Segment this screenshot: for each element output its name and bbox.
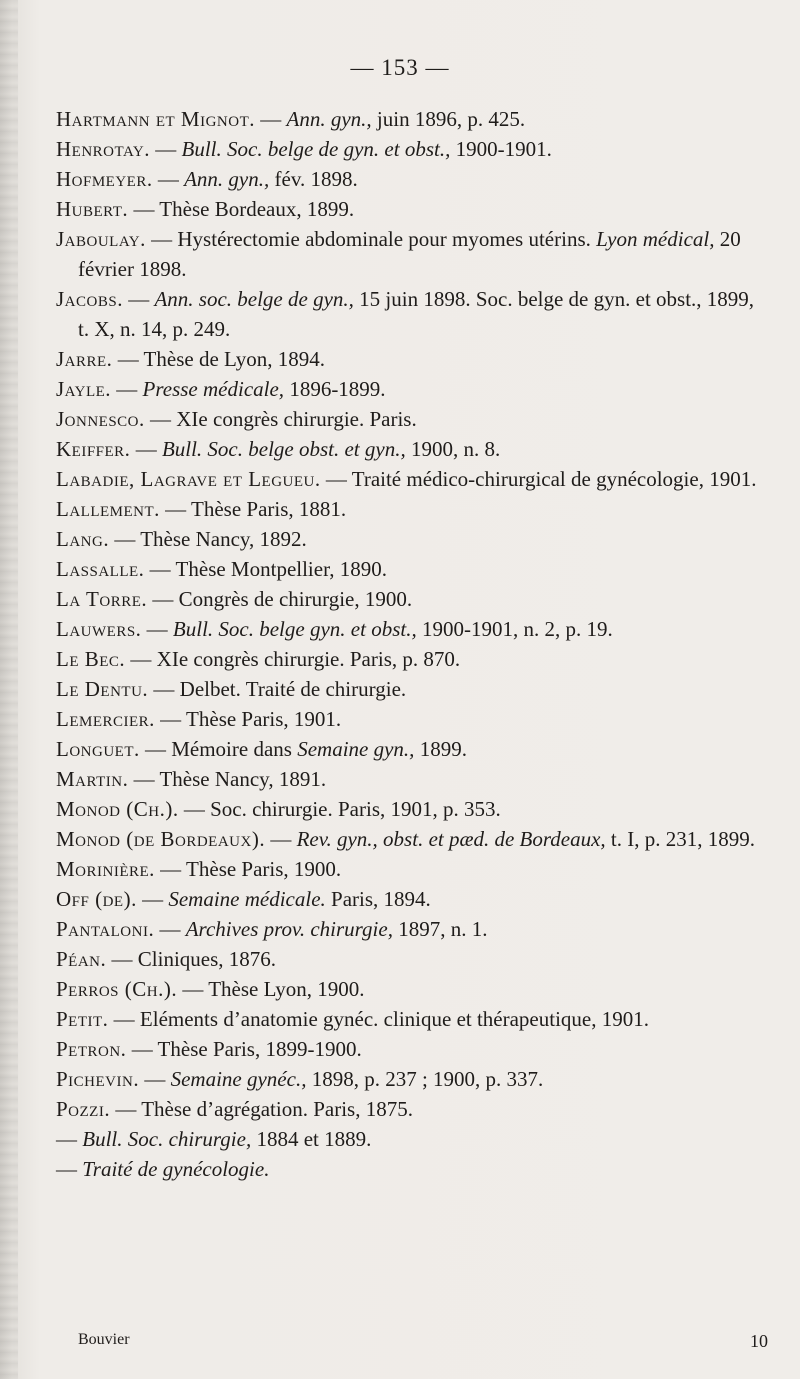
- entry-details: Paris, 1894.: [325, 887, 431, 911]
- entry-text: —: [130, 437, 162, 461]
- entry-author: Petit.: [56, 1007, 109, 1031]
- entry-text: —: [111, 377, 143, 401]
- entry-text: — Thèse Nancy, 1891.: [128, 767, 327, 791]
- entry-text: — Thèse de Lyon, 1894.: [112, 347, 325, 371]
- entry-text: — Delbet. Traité de chirurgie.: [148, 677, 407, 701]
- entry-text: — Soc. chirurgie. Paris, 1901, p. 353.: [178, 797, 501, 821]
- entry-author: Labadie, Lagrave et Legueu.: [56, 467, 321, 491]
- bibliography-entry: [56, 284, 768, 344]
- entry-details: 1900-1901.: [450, 137, 552, 161]
- entry-details: 1898, p. 237 ; 1900, p. 337.: [306, 1067, 544, 1091]
- entry-details: 1884 et 1889.: [251, 1127, 372, 1151]
- entry-text: — Eléments d’anatomie gynéc. clinique et thérapeutique, 1901.: [108, 1007, 649, 1031]
- bibliography-list: [56, 104, 768, 1184]
- entry-publication-title: Bull. Soc. belge gyn. et obst.,: [172, 617, 417, 641]
- entry-text: —: [56, 1157, 83, 1181]
- entry-author: Henrotay.: [56, 137, 150, 161]
- entry-details: t. I, p. 231, 1899.: [605, 827, 755, 851]
- entry-text: — Thèse Montpellier, 1890.: [144, 557, 387, 581]
- bibliography-entry: [56, 884, 768, 914]
- entry-author: Lemercier.: [56, 707, 155, 731]
- entry-publication-title: Ann. gyn.,: [286, 107, 372, 131]
- entry-details: fév. 1898.: [269, 167, 358, 191]
- printer-signature: Bouvier: [78, 1331, 130, 1348]
- bibliography-entry: [56, 854, 768, 884]
- entry-author: Jarre.: [56, 347, 113, 371]
- entry-text: — Thèse Bordeaux, 1899.: [128, 197, 355, 221]
- bibliography-entry: [56, 404, 768, 434]
- entry-text: —: [141, 617, 173, 641]
- entry-details: juin 1896, p. 425.: [371, 107, 526, 131]
- entry-publication-title: Archives prov. chirurgie,: [185, 917, 393, 941]
- bibliography-entry: [56, 434, 768, 464]
- entry-author: Pichevin.: [56, 1067, 140, 1091]
- entry-author: Keiffer.: [56, 437, 131, 461]
- page-binding-edge: [0, 0, 18, 1379]
- bibliography-entry: [56, 914, 768, 944]
- entry-text: —: [255, 107, 287, 131]
- entry-publication-title: Bull. Soc. belge obst. et gyn.,: [161, 437, 406, 461]
- bibliography-entry: [56, 614, 768, 644]
- entry-author: Monod (Ch.).: [56, 797, 179, 821]
- entry-author: Le Bec.: [56, 647, 126, 671]
- bibliography-entry: [56, 134, 768, 164]
- entry-text: — Thèse Lyon, 1900.: [177, 977, 365, 1001]
- entry-text: —: [139, 1067, 171, 1091]
- bibliography-entry: [56, 1064, 768, 1094]
- bibliography-entry: [56, 794, 768, 824]
- entry-author: Pozzi.: [56, 1097, 111, 1121]
- entry-text: —: [154, 917, 186, 941]
- bibliography-entry: [56, 554, 768, 584]
- entry-publication-title: Bull. Soc. chirurgie,: [82, 1127, 252, 1151]
- entry-details: 1899.: [414, 737, 467, 761]
- entry-text: — Cliniques, 1876.: [106, 947, 277, 971]
- sheet-number: 10: [750, 1331, 768, 1351]
- bibliography-entry: [56, 524, 768, 554]
- bibliography-entry: [56, 164, 768, 194]
- entry-author: Le Dentu.: [56, 677, 149, 701]
- entry-text: — Traité médico-chirurgical de gynécologie, 1901.: [320, 467, 757, 491]
- entry-author: Off (de).: [56, 887, 137, 911]
- bibliography-entry: [56, 344, 768, 374]
- bibliography-entry: [56, 584, 768, 614]
- entry-text: —: [150, 137, 182, 161]
- entry-author: Jaboulay.: [56, 227, 146, 251]
- bibliography-entry: [56, 644, 768, 674]
- entry-text: —: [152, 167, 185, 191]
- entry-details: 1897, n. 1.: [392, 917, 488, 941]
- entry-text: —: [265, 827, 297, 851]
- bibliography-entry: [56, 464, 768, 494]
- entry-publication-title: Semaine médicale.: [168, 887, 326, 911]
- bibliography-entry: [56, 1094, 768, 1124]
- bibliography-entry: [56, 194, 768, 224]
- entry-author: Longuet.: [56, 737, 140, 761]
- entry-author: Hofmeyer.: [56, 167, 153, 191]
- page-footer: [78, 1331, 768, 1355]
- entry-text: — XIe congrès chirurgie. Paris.: [144, 407, 417, 431]
- entry-author: Martin.: [56, 767, 129, 791]
- entry-text: — Mémoire dans: [139, 737, 298, 761]
- bibliography-entry: [56, 104, 768, 134]
- bibliography-entry: [56, 824, 768, 854]
- entry-author: Jayle.: [56, 377, 112, 401]
- entry-publication-title: Ann. soc. belge de gyn.,: [154, 287, 354, 311]
- entry-text: — Thèse Paris, 1899-1900.: [126, 1037, 362, 1061]
- bibliography-entry: [56, 1034, 768, 1064]
- entry-publication-title: Ann. gyn.,: [184, 167, 270, 191]
- entry-author: Monod (de Bordeaux).: [56, 827, 266, 851]
- entry-text: —: [122, 287, 155, 311]
- entry-text: — Congrès de chirurgie, 1900.: [147, 587, 413, 611]
- entry-publication-title: Bull. Soc. belge de gyn. et obst.,: [181, 137, 451, 161]
- bibliography-entry: [56, 224, 768, 284]
- entry-author: Hartmann et Mignot.: [56, 107, 256, 131]
- bibliography-entry: [56, 674, 768, 704]
- entry-details: 1900, n. 8.: [405, 437, 501, 461]
- entry-author: Perros (Ch.).: [56, 977, 178, 1001]
- bibliography-entry: [56, 1124, 768, 1154]
- entry-author: Lang.: [56, 527, 110, 551]
- bibliography-entry: [56, 734, 768, 764]
- entry-publication-title: Semaine gyn.,: [297, 737, 415, 761]
- entry-author: Lallement.: [56, 497, 160, 521]
- bibliography-entry: [56, 494, 768, 524]
- bibliography-entry: [56, 764, 768, 794]
- entry-publication-title: Semaine gynéc.,: [170, 1067, 307, 1091]
- entry-details: 20 février 1898.: [78, 227, 741, 281]
- entry-author: Jonnesco.: [56, 407, 145, 431]
- entry-text: — XIe congrès chirurgie. Paris, p. 870.: [125, 647, 461, 671]
- bibliography-entry: [56, 1154, 768, 1184]
- bibliography-entry: [56, 944, 768, 974]
- entry-details: 1896-1899.: [284, 377, 386, 401]
- bibliography-entry: [56, 374, 768, 404]
- entry-text: — Thèse Paris, 1900.: [154, 857, 342, 881]
- entry-text: — Hystérectomie abdominale pour myomes utérins.: [145, 227, 597, 251]
- entry-author: Jacobs.: [56, 287, 123, 311]
- entry-text: — Thèse Nancy, 1892.: [109, 527, 307, 551]
- entry-text: — Thèse d’agrégation. Paris, 1875.: [110, 1097, 413, 1121]
- bibliography-entry: [56, 704, 768, 734]
- entry-publication-title: Traité de gynécologie.: [82, 1157, 270, 1181]
- entry-author: Hubert.: [56, 197, 129, 221]
- entry-publication-title: Presse médicale,: [142, 377, 285, 401]
- entry-publication-title: Lyon médical,: [596, 227, 715, 251]
- entry-author: Pantaloni.: [56, 917, 155, 941]
- entry-author: Péan.: [56, 947, 107, 971]
- entry-author: Lassalle.: [56, 557, 145, 581]
- entry-details: 1900-1901, n. 2, p. 19.: [416, 617, 613, 641]
- entry-author: La Torre.: [56, 587, 148, 611]
- entry-details: 15 juin 1898. Soc. belge de gyn. et obst., 1899, t. X, n. 14, p. 249.: [78, 287, 755, 341]
- entry-author: Lauwers.: [56, 617, 142, 641]
- entry-author: Petron.: [56, 1037, 127, 1061]
- entry-text: —: [136, 887, 169, 911]
- entry-text: — Thèse Paris, 1881.: [159, 497, 347, 521]
- bibliography-entry: [56, 1004, 768, 1034]
- entry-publication-title: Rev. gyn., obst. et pæd. de Bordeaux,: [296, 827, 606, 851]
- entry-text: —: [56, 1127, 83, 1151]
- page-number: — 153 —: [350, 55, 450, 80]
- entry-author: Morinière.: [56, 857, 155, 881]
- bibliography-entry: [56, 974, 768, 1004]
- entry-text: — Thèse Paris, 1901.: [154, 707, 342, 731]
